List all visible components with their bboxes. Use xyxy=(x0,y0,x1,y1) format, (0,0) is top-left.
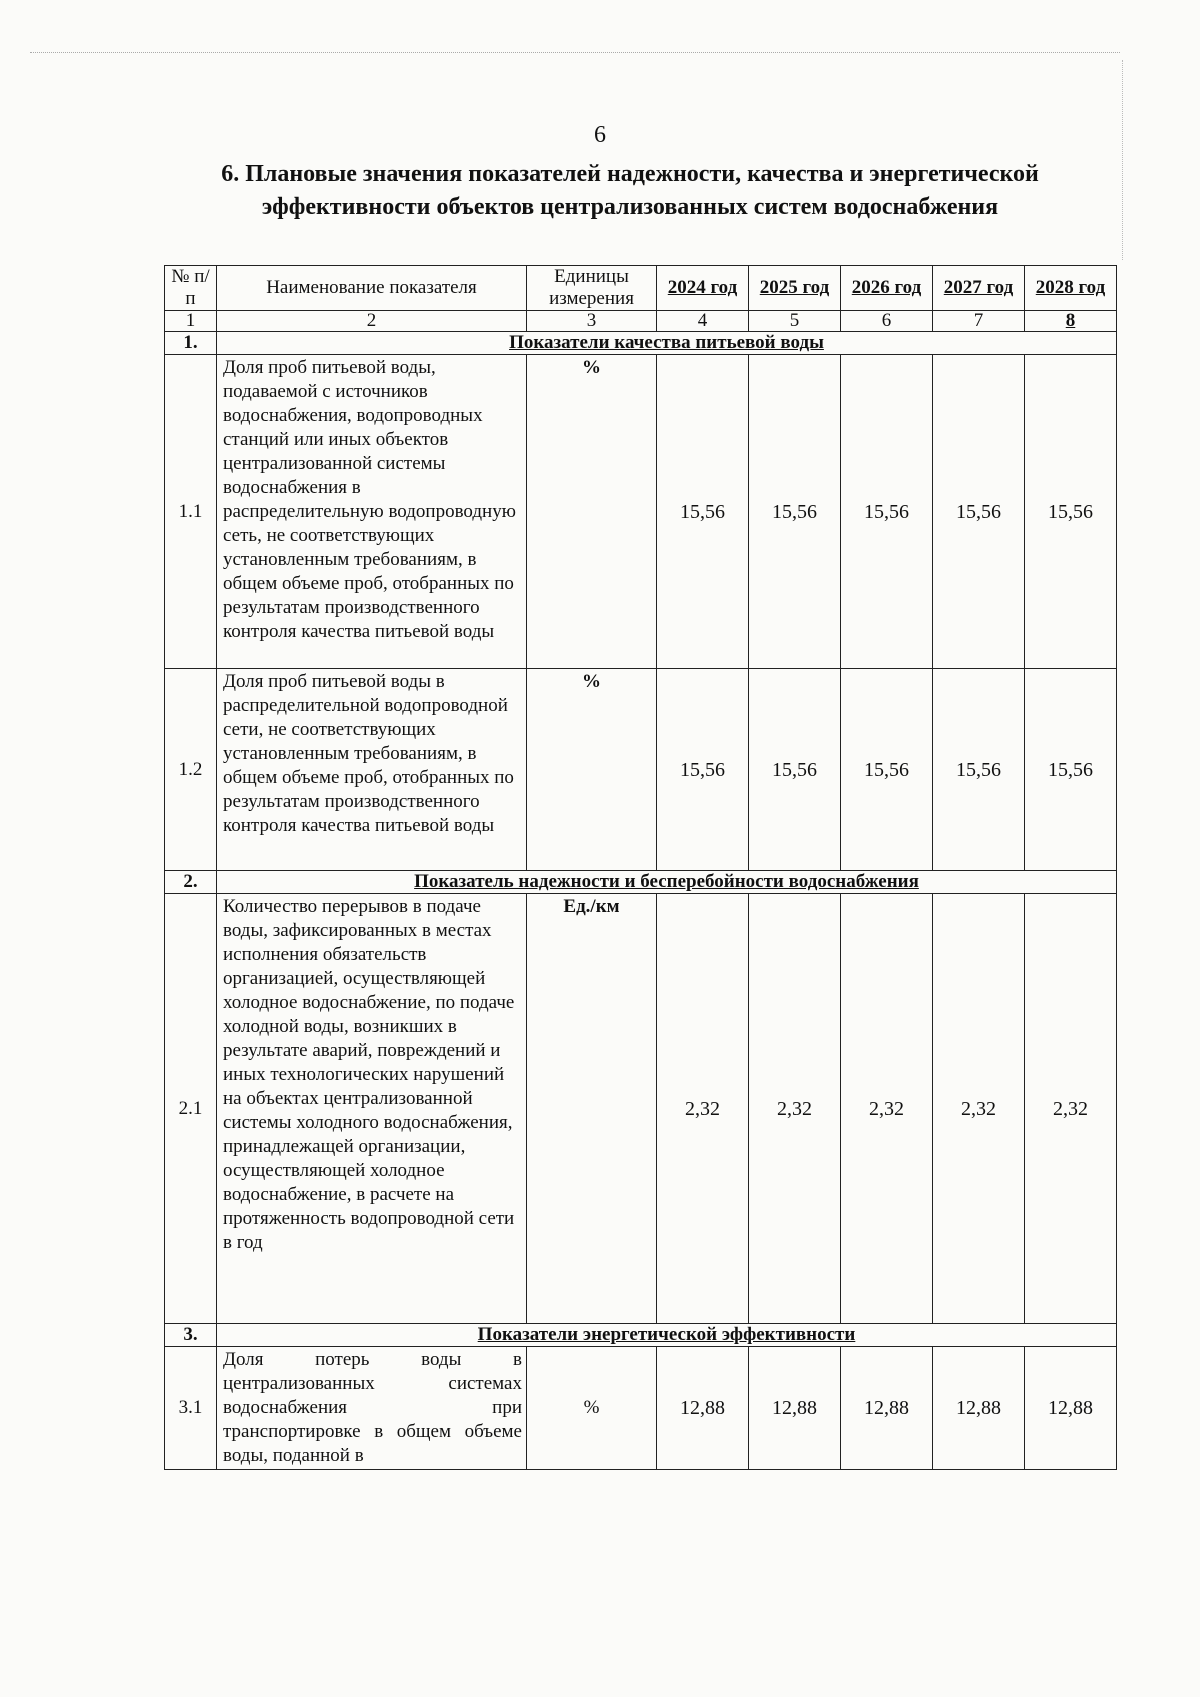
value-2027: 15,56 xyxy=(933,669,1025,871)
header-year-2025: 2025 год xyxy=(749,266,841,311)
indicator-unit: % xyxy=(527,1347,657,1470)
row-number: 3.1 xyxy=(165,1347,217,1470)
value-2026: 12,88 xyxy=(841,1347,933,1470)
value-2025: 15,56 xyxy=(749,669,841,871)
value-2027: 15,56 xyxy=(933,355,1025,669)
column-number: 2 xyxy=(217,311,527,332)
indicator-name: Доля потерь воды в централизованных системах водоснабжения при транспортировке в общем объеме воды, поданной в xyxy=(217,1347,527,1470)
section-heading: Показатель надежности и бесперебойности водоснабжения xyxy=(217,871,1117,894)
value-2026: 15,56 xyxy=(841,669,933,871)
scan-right-edge-artifact xyxy=(1122,60,1123,260)
column-number: 5 xyxy=(749,311,841,332)
section-title: 6. Плановые значения показателей надежности, качества и энергетической эффективности объектов централизованных систем водоснабжения xyxy=(221,161,1039,220)
column-number: 6 xyxy=(841,311,933,332)
header-year-2028: 2028 год xyxy=(1025,266,1117,311)
section-heading: Показатели качества питьевой воды xyxy=(217,332,1117,355)
indicator-unit: % xyxy=(527,669,657,871)
column-number: 7 xyxy=(933,311,1025,332)
header-unit: Единицы измерения xyxy=(527,266,657,311)
section-number: 2. xyxy=(165,871,217,894)
value-2024: 15,56 xyxy=(657,355,749,669)
value-2025: 12,88 xyxy=(749,1347,841,1470)
value-2026: 15,56 xyxy=(841,355,933,669)
header-num: № п/п xyxy=(165,266,217,311)
indicator-name: Доля проб питьевой воды, подаваемой с источников водоснабжения, водопроводных станций или иных объектов централизованной системы водоснабжения в распределительную водопроводную сеть, не соответствующих установленным требованиям, в общем объеме проб, отобранных по результатам производственного контроля качества питьевой воды xyxy=(217,355,527,669)
indicators-table xyxy=(164,265,1117,1470)
value-2028: 2,32 xyxy=(1025,894,1117,1324)
value-2028: 12,88 xyxy=(1025,1347,1117,1470)
section-row xyxy=(165,1324,1117,1347)
table-row xyxy=(165,1347,1117,1470)
value-2026: 2,32 xyxy=(841,894,933,1324)
indicator-name: Количество перерывов в подаче воды, зафиксированных в местах исполнения обязательств организацией, осуществляющей холодное водоснабжение, по подаче холодной воды, возникших в результате аварий, повреждений и иных технологических нарушений на объектах централизованной системы холодного водоснабжения, принадлежащей организации, осуществляющей холодное водоснабжение, в расчете на протяженность водопроводной сети в год xyxy=(217,894,527,1324)
column-number: 3 xyxy=(527,311,657,332)
table-row xyxy=(165,669,1117,871)
value-2024: 12,88 xyxy=(657,1347,749,1470)
header-year-2026: 2026 год xyxy=(841,266,933,311)
row-number: 1.2 xyxy=(165,669,217,871)
row-number: 1.1 xyxy=(165,355,217,669)
indicator-name: Доля проб питьевой воды в распределительной водопроводной сети, не соответствующих установленным требованиям, в общем объеме проб, отобранных по результатам производственного контроля качества питьевой воды xyxy=(217,669,527,871)
value-2025: 15,56 xyxy=(749,355,841,669)
section-heading: Показатели энергетической эффективности xyxy=(217,1324,1117,1347)
indicator-unit: Ед./км xyxy=(527,894,657,1324)
section-row xyxy=(165,871,1117,894)
column-number: 1 xyxy=(165,311,217,332)
scan-edge-artifact xyxy=(30,52,1120,53)
indicator-unit: % xyxy=(527,355,657,669)
section-number: 3. xyxy=(165,1324,217,1347)
header-year-2027: 2027 год xyxy=(933,266,1025,311)
value-2028: 15,56 xyxy=(1025,355,1117,669)
value-2027: 12,88 xyxy=(933,1347,1025,1470)
row-number: 2.1 xyxy=(165,894,217,1324)
section-row xyxy=(165,332,1117,355)
value-2025: 2,32 xyxy=(749,894,841,1324)
header-year-2024: 2024 год xyxy=(657,266,749,311)
column-number: 4 xyxy=(657,311,749,332)
header-name: Наименование показателя xyxy=(217,266,527,311)
value-2024: 2,32 xyxy=(657,894,749,1324)
column-number: 8 xyxy=(1025,311,1117,332)
value-2027: 2,32 xyxy=(933,894,1025,1324)
value-2028: 15,56 xyxy=(1025,669,1117,871)
column-number-row xyxy=(165,311,1117,332)
section-number: 1. xyxy=(165,332,217,355)
table-header-row xyxy=(165,266,1117,311)
value-2024: 15,56 xyxy=(657,669,749,871)
page-number: 6 xyxy=(594,122,606,148)
table-row xyxy=(165,355,1117,669)
table-row xyxy=(165,894,1117,1324)
